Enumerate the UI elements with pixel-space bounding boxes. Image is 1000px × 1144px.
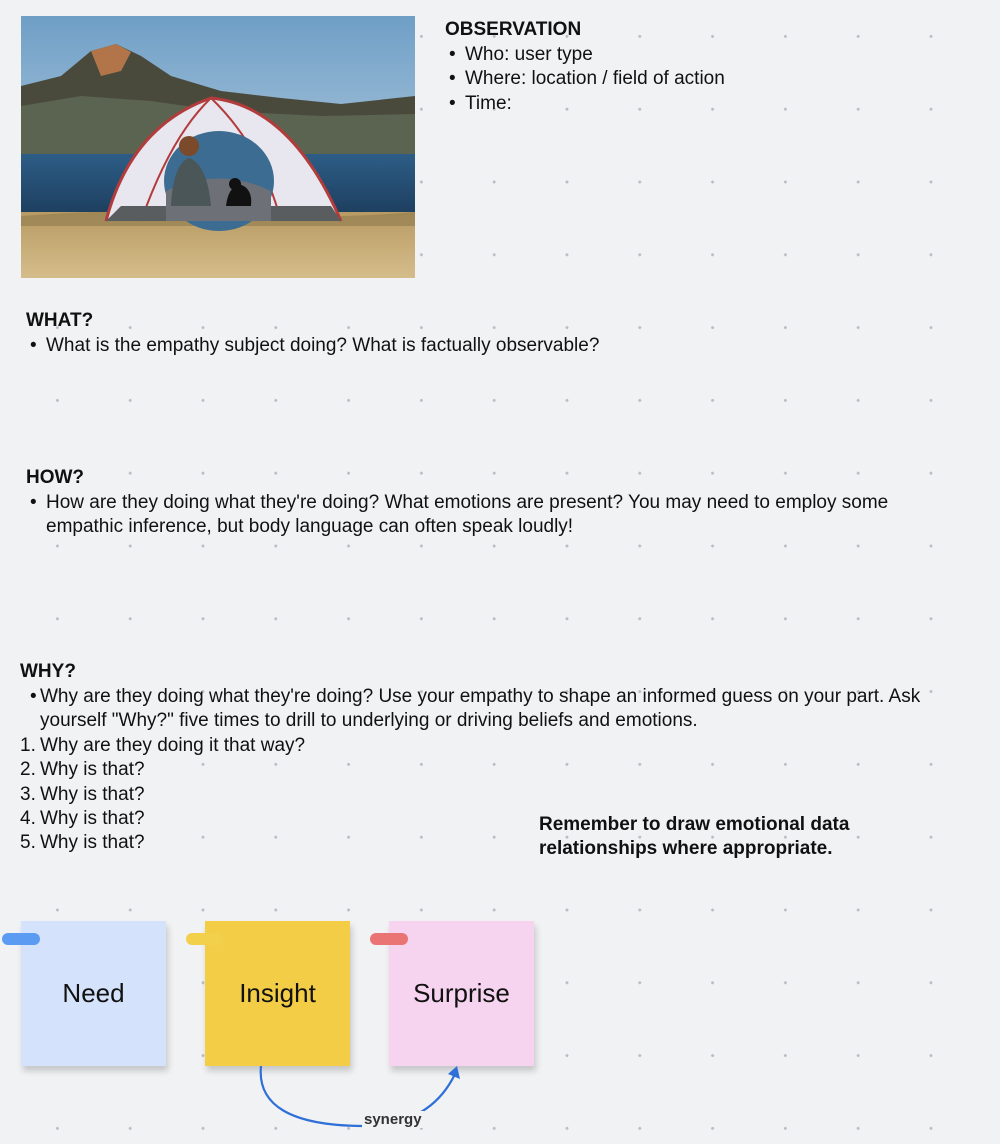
sticky-note-label: Surprise	[413, 978, 510, 1008]
how-section[interactable]	[26, 466, 906, 540]
why-step: 1. Why are they doing it that way?	[20, 734, 306, 756]
sticky-note-label: Insight	[239, 978, 316, 1008]
bullet-icon: •	[449, 68, 456, 90]
reminder-note[interactable]	[539, 813, 939, 862]
observation-item: • Where: location / field of action	[445, 67, 965, 91]
what-section[interactable]	[26, 309, 926, 358]
reminder-line-1: Remember to draw emotional data	[539, 814, 850, 835]
bullet-icon: •	[30, 686, 37, 707]
reminder-line-2: relationships where appropriate.	[539, 838, 833, 860]
tag-marker-icon	[2, 933, 40, 945]
observation-section[interactable]	[445, 18, 965, 116]
why-step: 2. Why is that?	[20, 759, 145, 781]
tag-marker-icon	[370, 933, 408, 945]
sticky-note-insight[interactable]	[205, 921, 350, 1066]
why-step: 5. Why is that?	[20, 832, 145, 854]
bullet-icon: •	[449, 92, 456, 114]
bullet-icon: •	[30, 492, 37, 513]
synergy-connector[interactable]	[250, 1060, 480, 1140]
how-title: HOW?	[26, 467, 85, 488]
sticky-note-label: Need	[62, 978, 125, 1008]
why-title: WHY?	[20, 661, 76, 682]
observation-item: • Who: user type	[445, 43, 965, 67]
tag-marker-icon	[186, 933, 224, 945]
observation-title: OBSERVATION	[445, 19, 582, 40]
why-item: • Why are they doing what they're doing? Use your empathy to shape an informed guess on your part. Ask yourself "Why?" five times to drill to underlying or driving beliefs and emotions.	[30, 686, 921, 732]
sticky-note-surprise[interactable]	[389, 921, 534, 1066]
what-item: • What is the empathy subject doing? What is factually observable?	[26, 334, 926, 358]
bullet-icon: •	[449, 44, 456, 65]
observation-item: • Time:	[445, 92, 965, 116]
bullet-icon: •	[30, 335, 37, 356]
connector-label: synergy	[364, 1111, 422, 1128]
tent-photo[interactable]	[21, 16, 415, 278]
sticky-note-need[interactable]	[21, 921, 166, 1066]
why-step: 3. Why is that?	[20, 783, 145, 805]
why-step: 4. Why is that?	[20, 808, 145, 830]
how-item: • How are they doing what they're doing? What emotions are present? You may need to employ some empathic inference, but body language can often speak loudly!	[30, 492, 889, 538]
what-title: WHAT?	[26, 310, 94, 331]
connector-line[interactable]	[261, 1066, 455, 1126]
tent-photo-illustration	[21, 16, 415, 278]
